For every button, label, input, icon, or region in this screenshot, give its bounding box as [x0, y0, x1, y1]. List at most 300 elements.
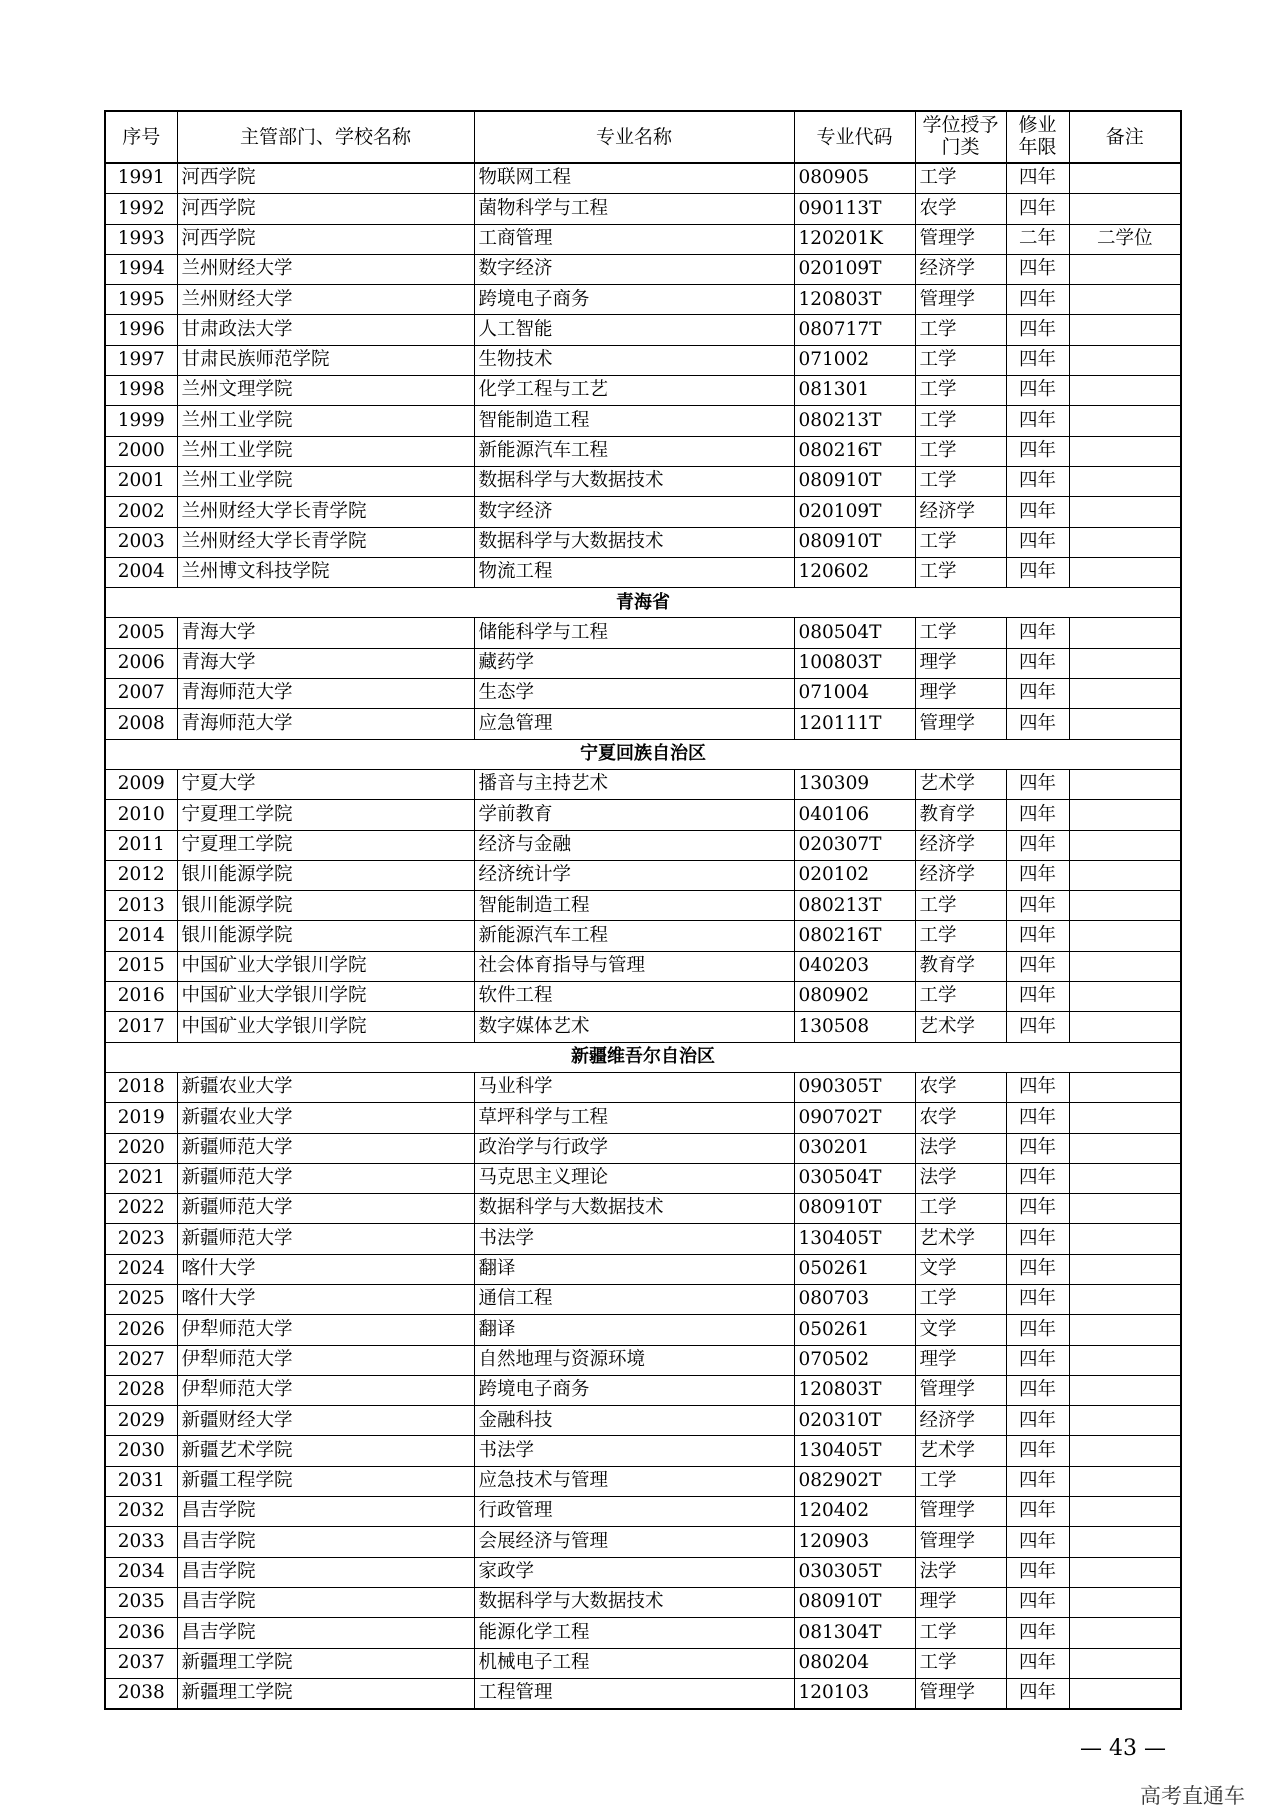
cell-major: 马克思主义理论 [474, 1163, 794, 1193]
cell-degree: 教育学 [915, 951, 1006, 981]
cell-major: 经济统计学 [474, 860, 794, 890]
cell-school: 宁夏大学 [177, 769, 474, 799]
cell-years: 四年 [1006, 376, 1069, 406]
cell-school: 新疆农业大学 [177, 1072, 474, 1102]
cell-years: 四年 [1006, 406, 1069, 436]
table-row [105, 1072, 1181, 1102]
table-row [105, 1375, 1181, 1405]
cell-major: 跨境电子商务 [474, 285, 794, 315]
cell-degree: 经济学 [915, 497, 1006, 527]
cell-note [1069, 527, 1181, 557]
cell-note [1069, 800, 1181, 830]
cell-code: 080910T [794, 466, 915, 496]
cell-note [1069, 1648, 1181, 1678]
cell-major: 社会体育指导与管理 [474, 951, 794, 981]
cell-code: 120803T [794, 1375, 915, 1405]
cell-major: 数字经济 [474, 497, 794, 527]
cell-years: 四年 [1006, 1254, 1069, 1284]
cell-years: 四年 [1006, 1284, 1069, 1314]
cell-seq: 1998 [105, 376, 177, 406]
cell-seq: 1997 [105, 345, 177, 375]
cell-code: 120602 [794, 557, 915, 587]
cell-years: 四年 [1006, 679, 1069, 709]
table-row [105, 1587, 1181, 1617]
cell-major: 通信工程 [474, 1284, 794, 1314]
cell-years: 四年 [1006, 1648, 1069, 1678]
table-row [105, 1194, 1181, 1224]
cell-seq: 2038 [105, 1678, 177, 1709]
cell-seq: 2031 [105, 1466, 177, 1496]
cell-seq: 1993 [105, 224, 177, 254]
cell-years: 四年 [1006, 1406, 1069, 1436]
cell-note [1069, 1587, 1181, 1617]
cell-seq: 2037 [105, 1648, 177, 1678]
cell-code: 071002 [794, 345, 915, 375]
cell-school: 青海大学 [177, 618, 474, 648]
table-row [105, 891, 1181, 921]
cell-note [1069, 1497, 1181, 1527]
cell-note [1069, 1557, 1181, 1587]
table-row [105, 1315, 1181, 1345]
cell-school: 兰州文理学院 [177, 376, 474, 406]
cell-school: 兰州财经大学 [177, 285, 474, 315]
cell-degree: 管理学 [915, 1497, 1006, 1527]
cell-school: 银川能源学院 [177, 921, 474, 951]
cell-years: 四年 [1006, 527, 1069, 557]
table-row [105, 497, 1181, 527]
cell-school: 新疆师范大学 [177, 1224, 474, 1254]
cell-school: 河西学院 [177, 194, 474, 224]
cell-code: 130405T [794, 1224, 915, 1254]
cell-code: 080905 [794, 163, 915, 194]
cell-seq: 2023 [105, 1224, 177, 1254]
cell-note [1069, 679, 1181, 709]
table-row [105, 982, 1181, 1012]
cell-seq: 2019 [105, 1103, 177, 1133]
cell-seq: 2007 [105, 679, 177, 709]
table-row [105, 1284, 1181, 1314]
cell-school: 伊犁师范大学 [177, 1315, 474, 1345]
table-row [105, 709, 1181, 739]
cell-seq: 2012 [105, 860, 177, 890]
cell-seq: 2003 [105, 527, 177, 557]
cell-note [1069, 1133, 1181, 1163]
table-row [105, 1527, 1181, 1557]
cell-years: 四年 [1006, 254, 1069, 284]
cell-years: 四年 [1006, 1103, 1069, 1133]
cell-years: 四年 [1006, 1527, 1069, 1557]
cell-degree: 理学 [915, 1587, 1006, 1617]
cell-years: 四年 [1006, 769, 1069, 799]
cell-degree: 工学 [915, 315, 1006, 345]
cell-school: 甘肃民族师范学院 [177, 345, 474, 375]
cell-code: 080902 [794, 982, 915, 1012]
cell-code: 120201K [794, 224, 915, 254]
header-seq: 序号 [105, 111, 177, 163]
cell-degree: 艺术学 [915, 1436, 1006, 1466]
cell-major: 能源化学工程 [474, 1618, 794, 1648]
cell-degree: 工学 [915, 1284, 1006, 1314]
cell-years: 四年 [1006, 466, 1069, 496]
cell-school: 昌吉学院 [177, 1587, 474, 1617]
cell-major: 智能制造工程 [474, 406, 794, 436]
table-row [105, 1618, 1181, 1648]
cell-years: 四年 [1006, 1163, 1069, 1193]
cell-seq: 2009 [105, 769, 177, 799]
cell-degree: 管理学 [915, 285, 1006, 315]
table-row [105, 1254, 1181, 1284]
cell-major: 家政学 [474, 1557, 794, 1587]
cell-school: 中国矿业大学银川学院 [177, 1012, 474, 1042]
cell-seq: 2035 [105, 1587, 177, 1617]
cell-degree: 工学 [915, 1466, 1006, 1496]
region-row [105, 1042, 1181, 1072]
cell-degree: 理学 [915, 1345, 1006, 1375]
cell-school: 银川能源学院 [177, 891, 474, 921]
cell-major: 翻译 [474, 1315, 794, 1345]
table-row [105, 376, 1181, 406]
table-row [105, 1436, 1181, 1466]
cell-school: 兰州博文科技学院 [177, 557, 474, 587]
table-row [105, 1345, 1181, 1375]
cell-code: 040203 [794, 951, 915, 981]
cell-degree: 艺术学 [915, 1012, 1006, 1042]
cell-school: 兰州工业学院 [177, 466, 474, 496]
cell-seq: 1996 [105, 315, 177, 345]
cell-note [1069, 1678, 1181, 1709]
cell-years: 四年 [1006, 860, 1069, 890]
cell-major: 藏药学 [474, 648, 794, 678]
cell-major: 会展经济与管理 [474, 1527, 794, 1557]
table-row [105, 1406, 1181, 1436]
cell-degree: 艺术学 [915, 1224, 1006, 1254]
cell-school: 昌吉学院 [177, 1557, 474, 1587]
cell-note [1069, 1618, 1181, 1648]
cell-seq: 1994 [105, 254, 177, 284]
cell-major: 新能源汽车工程 [474, 436, 794, 466]
cell-degree: 工学 [915, 921, 1006, 951]
cell-school: 兰州财经大学 [177, 254, 474, 284]
cell-degree: 经济学 [915, 860, 1006, 890]
table-row [105, 921, 1181, 951]
cell-code: 030305T [794, 1557, 915, 1587]
cell-seq: 1992 [105, 194, 177, 224]
cell-note [1069, 436, 1181, 466]
table-row [105, 951, 1181, 981]
cell-seq: 2033 [105, 1527, 177, 1557]
cell-major: 人工智能 [474, 315, 794, 345]
cell-major: 自然地理与资源环境 [474, 1345, 794, 1375]
cell-degree: 管理学 [915, 1527, 1006, 1557]
cell-note [1069, 1194, 1181, 1224]
page-number: — 43 — [1080, 1736, 1166, 1761]
cell-school: 青海大学 [177, 648, 474, 678]
cell-code: 090702T [794, 1103, 915, 1133]
cell-major: 跨境电子商务 [474, 1375, 794, 1405]
table-row [105, 163, 1181, 194]
cell-years: 四年 [1006, 618, 1069, 648]
cell-degree: 工学 [915, 163, 1006, 194]
cell-code: 130508 [794, 1012, 915, 1042]
cell-school: 兰州工业学院 [177, 436, 474, 466]
cell-seq: 2018 [105, 1072, 177, 1102]
table-row [105, 830, 1181, 860]
cell-years: 四年 [1006, 1678, 1069, 1709]
cell-note [1069, 709, 1181, 739]
table-row [105, 254, 1181, 284]
cell-major: 物联网工程 [474, 163, 794, 194]
table-row [105, 860, 1181, 890]
cell-note [1069, 254, 1181, 284]
table-row [105, 1012, 1181, 1042]
cell-code: 080213T [794, 891, 915, 921]
cell-seq: 2021 [105, 1163, 177, 1193]
cell-note [1069, 1527, 1181, 1557]
table-row [105, 800, 1181, 830]
cell-major: 数字媒体艺术 [474, 1012, 794, 1042]
cell-note [1069, 345, 1181, 375]
table-row [105, 527, 1181, 557]
cell-degree: 法学 [915, 1557, 1006, 1587]
cell-code: 020307T [794, 830, 915, 860]
cell-note [1069, 406, 1181, 436]
cell-major: 化学工程与工艺 [474, 376, 794, 406]
cell-note [1069, 1375, 1181, 1405]
cell-years: 四年 [1006, 285, 1069, 315]
cell-seq: 2030 [105, 1436, 177, 1466]
cell-years: 四年 [1006, 315, 1069, 345]
cell-major: 软件工程 [474, 982, 794, 1012]
cell-degree: 工学 [915, 1648, 1006, 1678]
cell-code: 080504T [794, 618, 915, 648]
cell-code: 050261 [794, 1315, 915, 1345]
cell-school: 喀什大学 [177, 1284, 474, 1314]
cell-degree: 经济学 [915, 1406, 1006, 1436]
cell-years: 四年 [1006, 163, 1069, 194]
table-row [105, 1648, 1181, 1678]
cell-code: 020310T [794, 1406, 915, 1436]
cell-degree: 工学 [915, 891, 1006, 921]
cell-note [1069, 648, 1181, 678]
table-row [105, 406, 1181, 436]
cell-major: 工商管理 [474, 224, 794, 254]
cell-note [1069, 1012, 1181, 1042]
table-row [105, 679, 1181, 709]
cell-degree: 法学 [915, 1133, 1006, 1163]
cell-note [1069, 951, 1181, 981]
cell-years: 四年 [1006, 345, 1069, 375]
cell-degree: 农学 [915, 1072, 1006, 1102]
region-row [105, 739, 1181, 769]
cell-school: 新疆艺术学院 [177, 1436, 474, 1466]
cell-major: 生态学 [474, 679, 794, 709]
table-body [105, 163, 1181, 1709]
cell-years: 四年 [1006, 1497, 1069, 1527]
cell-school: 中国矿业大学银川学院 [177, 982, 474, 1012]
cell-note [1069, 830, 1181, 860]
table-row [105, 1224, 1181, 1254]
cell-major: 应急管理 [474, 709, 794, 739]
cell-years: 四年 [1006, 1466, 1069, 1496]
cell-note [1069, 1072, 1181, 1102]
cell-degree: 工学 [915, 406, 1006, 436]
cell-note [1069, 315, 1181, 345]
cell-note [1069, 1103, 1181, 1133]
cell-degree: 工学 [915, 982, 1006, 1012]
cell-degree: 管理学 [915, 1375, 1006, 1405]
table-row [105, 466, 1181, 496]
cell-school: 伊犁师范大学 [177, 1345, 474, 1375]
cell-school: 甘肃政法大学 [177, 315, 474, 345]
cell-seq: 2000 [105, 436, 177, 466]
cell-years: 四年 [1006, 436, 1069, 466]
cell-major: 翻译 [474, 1254, 794, 1284]
cell-major: 数据科学与大数据技术 [474, 1587, 794, 1617]
header-years: 修业年限 [1006, 111, 1069, 163]
cell-years: 四年 [1006, 1587, 1069, 1617]
cell-note [1069, 163, 1181, 194]
cell-school: 喀什大学 [177, 1254, 474, 1284]
cell-major: 物流工程 [474, 557, 794, 587]
cell-years: 四年 [1006, 951, 1069, 981]
cell-years: 四年 [1006, 1224, 1069, 1254]
cell-degree: 理学 [915, 679, 1006, 709]
cell-degree: 艺术学 [915, 769, 1006, 799]
majors-table [104, 110, 1182, 1710]
cell-degree: 农学 [915, 1103, 1006, 1133]
table-row [105, 1103, 1181, 1133]
cell-code: 080703 [794, 1284, 915, 1314]
cell-major: 储能科学与工程 [474, 618, 794, 648]
cell-degree: 管理学 [915, 1678, 1006, 1709]
table-row [105, 557, 1181, 587]
cell-note [1069, 376, 1181, 406]
cell-code: 130405T [794, 1436, 915, 1466]
cell-code: 080216T [794, 921, 915, 951]
cell-code: 120402 [794, 1497, 915, 1527]
cell-code: 081301 [794, 376, 915, 406]
table-row [105, 345, 1181, 375]
watermark: 高考直通车 [1140, 1784, 1245, 1808]
table-row [105, 618, 1181, 648]
cell-code: 030201 [794, 1133, 915, 1163]
cell-code: 071004 [794, 679, 915, 709]
cell-major: 应急技术与管理 [474, 1466, 794, 1496]
cell-seq: 2016 [105, 982, 177, 1012]
cell-seq: 2014 [105, 921, 177, 951]
cell-school: 河西学院 [177, 224, 474, 254]
table-row [105, 648, 1181, 678]
cell-school: 伊犁师范大学 [177, 1375, 474, 1405]
header-degree: 学位授予门类 [915, 111, 1006, 163]
cell-seq: 2020 [105, 1133, 177, 1163]
cell-seq: 2006 [105, 648, 177, 678]
cell-years: 四年 [1006, 1557, 1069, 1587]
cell-code: 050261 [794, 1254, 915, 1284]
cell-major: 学前教育 [474, 800, 794, 830]
cell-seq: 2029 [105, 1406, 177, 1436]
cell-seq: 2004 [105, 557, 177, 587]
cell-degree: 教育学 [915, 800, 1006, 830]
cell-years: 四年 [1006, 1315, 1069, 1345]
cell-note [1069, 497, 1181, 527]
cell-major: 经济与金融 [474, 830, 794, 860]
cell-school: 河西学院 [177, 163, 474, 194]
cell-code: 090305T [794, 1072, 915, 1102]
cell-code: 080910T [794, 1587, 915, 1617]
cell-note [1069, 618, 1181, 648]
cell-note [1069, 1436, 1181, 1466]
cell-code: 120803T [794, 285, 915, 315]
cell-seq: 1999 [105, 406, 177, 436]
cell-seq: 2028 [105, 1375, 177, 1405]
cell-degree: 经济学 [915, 830, 1006, 860]
cell-code: 080216T [794, 436, 915, 466]
cell-seq: 2032 [105, 1497, 177, 1527]
region-label: 宁夏回族自治区 [105, 739, 1181, 769]
cell-note [1069, 1163, 1181, 1193]
cell-years: 四年 [1006, 1194, 1069, 1224]
cell-major: 数字经济 [474, 254, 794, 284]
cell-school: 宁夏理工学院 [177, 830, 474, 860]
cell-school: 昌吉学院 [177, 1527, 474, 1557]
cell-years: 四年 [1006, 194, 1069, 224]
cell-years: 四年 [1006, 1345, 1069, 1375]
region-label: 青海省 [105, 588, 1181, 618]
cell-seq: 2013 [105, 891, 177, 921]
cell-major: 生物技术 [474, 345, 794, 375]
cell-school: 新疆财经大学 [177, 1406, 474, 1436]
cell-note [1069, 1224, 1181, 1254]
cell-school: 新疆师范大学 [177, 1133, 474, 1163]
cell-years: 二年 [1006, 224, 1069, 254]
cell-seq: 2034 [105, 1557, 177, 1587]
cell-major: 数据科学与大数据技术 [474, 1194, 794, 1224]
cell-degree: 工学 [915, 618, 1006, 648]
cell-major: 金融科技 [474, 1406, 794, 1436]
cell-code: 020109T [794, 497, 915, 527]
cell-code: 030504T [794, 1163, 915, 1193]
cell-note [1069, 1315, 1181, 1345]
cell-code: 130309 [794, 769, 915, 799]
cell-years: 四年 [1006, 497, 1069, 527]
table-row [105, 285, 1181, 315]
cell-major: 数据科学与大数据技术 [474, 466, 794, 496]
table-row [105, 1557, 1181, 1587]
cell-major: 播音与主持艺术 [474, 769, 794, 799]
cell-code: 020109T [794, 254, 915, 284]
cell-note: 二学位 [1069, 224, 1181, 254]
table-header-row [105, 111, 1181, 163]
cell-school: 银川能源学院 [177, 860, 474, 890]
cell-years: 四年 [1006, 1133, 1069, 1163]
cell-code: 080204 [794, 1648, 915, 1678]
table-row [105, 769, 1181, 799]
cell-school: 兰州财经大学长青学院 [177, 497, 474, 527]
table-row [105, 315, 1181, 345]
cell-school: 青海师范大学 [177, 679, 474, 709]
cell-seq: 2011 [105, 830, 177, 860]
cell-seq: 2036 [105, 1618, 177, 1648]
cell-major: 书法学 [474, 1224, 794, 1254]
cell-seq: 2005 [105, 618, 177, 648]
cell-degree: 工学 [915, 345, 1006, 375]
cell-code: 100803T [794, 648, 915, 678]
cell-note [1069, 194, 1181, 224]
cell-school: 兰州工业学院 [177, 406, 474, 436]
cell-code: 070502 [794, 1345, 915, 1375]
cell-years: 四年 [1006, 1436, 1069, 1466]
